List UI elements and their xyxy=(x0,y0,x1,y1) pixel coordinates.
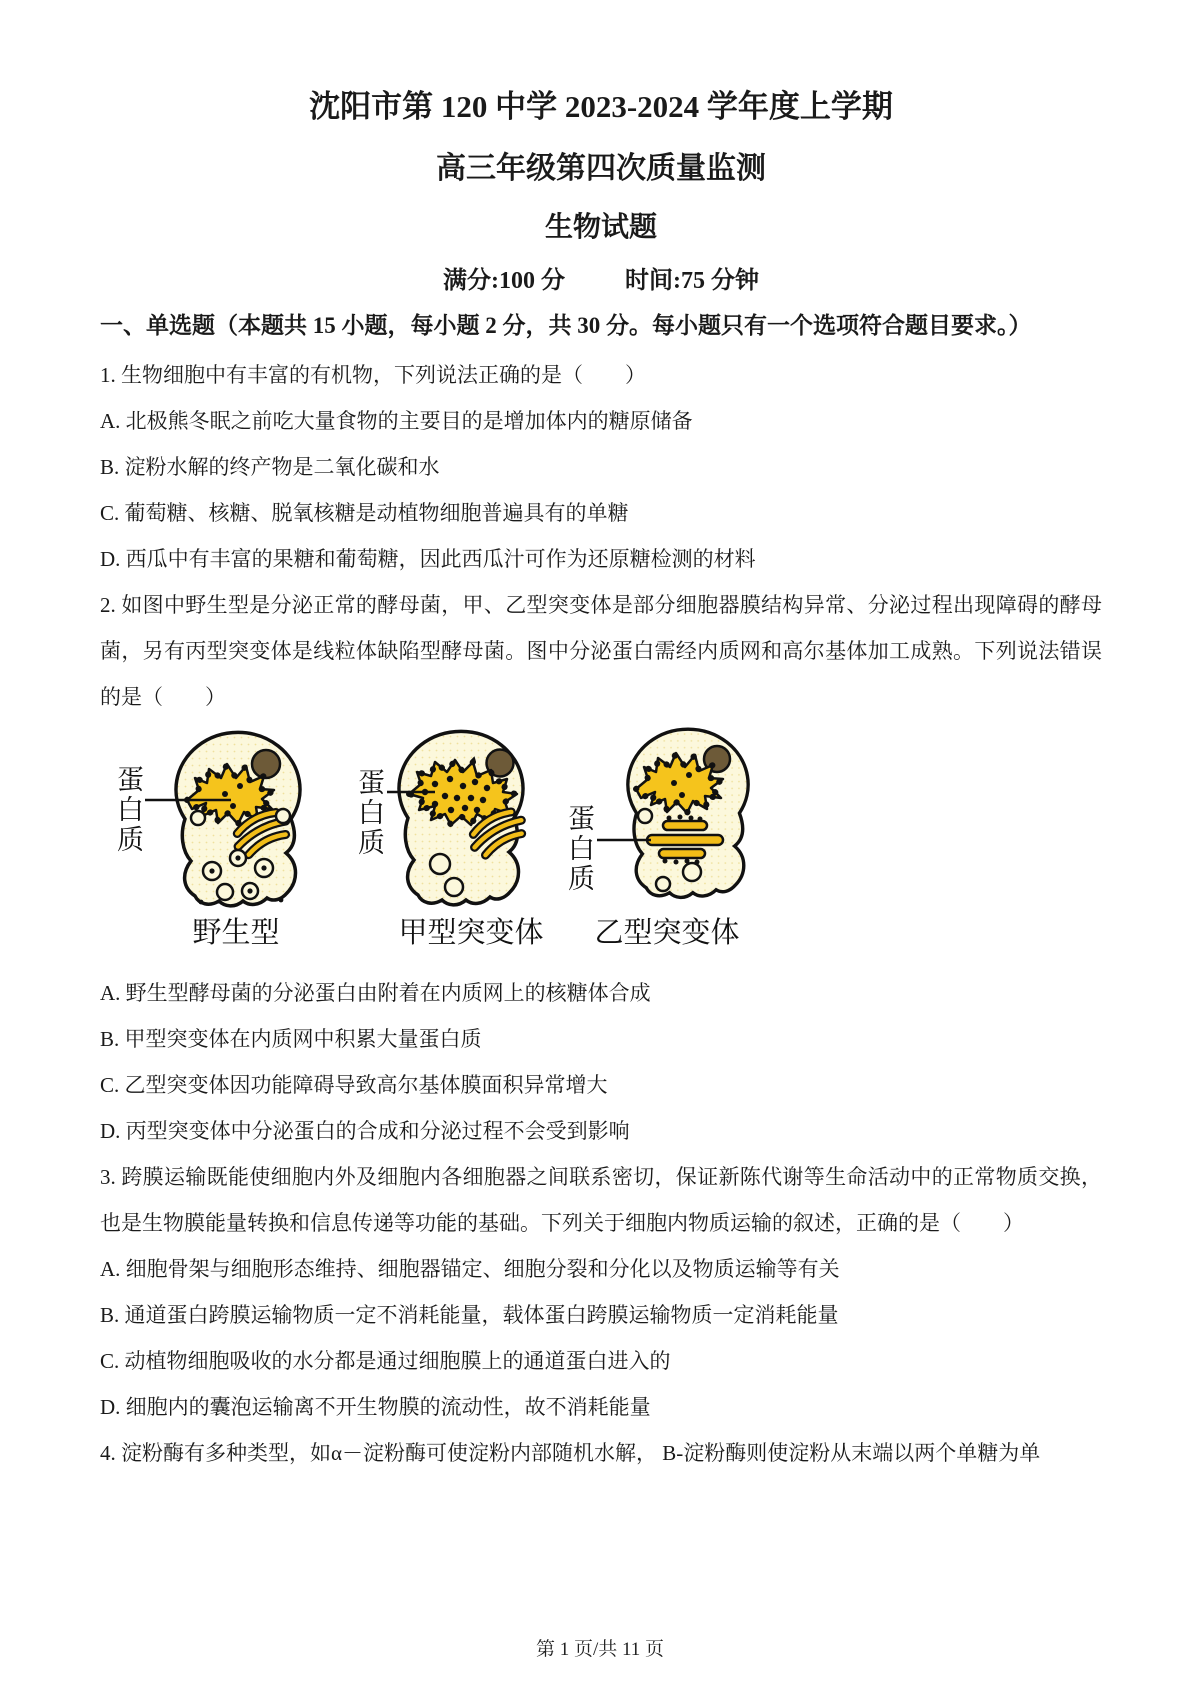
nucleus xyxy=(252,750,280,778)
protein-label-2: 蛋白质 xyxy=(354,768,384,858)
vesicle xyxy=(276,809,290,823)
q4-stem: 4. 淀粉酶有多种类型，如α－淀粉酶可使淀粉内部随机水解， B-淀粉酶则使淀粉从末端以两个单糖为单 xyxy=(100,1441,1041,1465)
vesicle xyxy=(683,863,701,881)
subject-title: 生物试题 xyxy=(544,212,657,243)
yeast-cell-mutant-a xyxy=(387,731,528,904)
exam-meta xyxy=(100,266,1102,296)
time-limit-label: 时间:75 分钟 xyxy=(625,268,759,294)
q1-option-c: C. 葡萄糖、核糖、脱氧核糖是动植物细胞普遍具有的单糖 xyxy=(100,501,629,525)
protein-label-1: 蛋白质 xyxy=(113,765,143,855)
q2-option-d: D. 丙型突变体中分泌蛋白的合成和分泌过程不会受到影响 xyxy=(100,1119,630,1143)
cell-label-mutant-a: 甲型突变体 xyxy=(398,917,544,949)
q1-option-d: D. 西瓜中有丰富的果糖和葡萄糖，因此西瓜汁可作为还原糖检测的材料 xyxy=(100,547,756,571)
page-title: 沈阳市第 120 中学 2023-2024 学年度上学期 xyxy=(309,89,893,124)
vesicle xyxy=(430,854,450,874)
full-score-label: 满分:100 分 xyxy=(443,268,565,294)
protein-label-3: 蛋白质 xyxy=(564,804,594,894)
q1-stem: 1. 生物细胞中有丰富的有机物，下列说法正确的是（ ） xyxy=(100,363,646,387)
q2-stem: 2. 如图中野生型是分泌正常的酵母菌，甲、乙型突变体是部分细胞器膜结构异常、分泌过程出现障碍的酵母菌，另有丙型突变体是线粒体缺陷型酵母菌。图中分泌蛋白需经内质网和高尔基体加工成熟。下列说法错误的是（ ） xyxy=(100,593,1102,709)
q3-option-d: D. 细胞内的囊泡运输离不开生物膜的流动性，故不消耗能量 xyxy=(100,1395,651,1419)
yeast-cell-mutant-b xyxy=(597,729,748,897)
yeast-mutant-diagram xyxy=(105,724,805,949)
yeast-cell-wild-type xyxy=(145,732,300,905)
page-number: 第 1 页/共 11 页 xyxy=(535,1639,665,1660)
vesicle xyxy=(191,811,205,825)
page-subtitle: 高三年级第四次质量监测 xyxy=(436,152,766,185)
vesicle xyxy=(656,877,670,891)
q3-option-b: B. 通道蛋白跨膜运输物质一定不消耗能量，载体蛋白跨膜运输物质一定消耗能量 xyxy=(100,1303,839,1327)
section-header: 一、单选题（本题共 15 小题，每小题 2 分，共 30 分。每小题只有一个选项符合题目要求。） xyxy=(100,313,1032,338)
q2-option-a: A. 野生型酵母菌的分泌蛋白由附着在内质网上的核糖体合成 xyxy=(100,981,651,1005)
vesicle xyxy=(445,878,463,896)
vesicle xyxy=(638,809,652,823)
q3-stem: 3. 跨膜运输既能使细胞内外及细胞内各细胞器之间联系密切，保证新陈代谢等生命活动中的正常物质交换，也是生物膜能量转换和信息传递等功能的基础。下列关于细胞内物质运输的叙述，正确的是（ ） xyxy=(100,1165,1102,1235)
cell-label-mutant-b: 乙型突变体 xyxy=(594,917,740,949)
cell-label-wild-type: 野生型 xyxy=(192,917,280,949)
q2-option-c: C. 乙型突变体因功能障碍导致高尔基体膜面积异常增大 xyxy=(100,1073,608,1097)
q1-option-a: A. 北极熊冬眠之前吃大量食物的主要目的是增加体内的糖原储备 xyxy=(100,409,693,433)
q3-option-a: A. 细胞骨架与细胞形态维持、细胞器锚定、细胞分裂和分化以及物质运输等有关 xyxy=(100,1257,840,1281)
q2-option-b: B. 甲型突变体在内质网中积累大量蛋白质 xyxy=(100,1027,482,1051)
q1-option-b: B. 淀粉水解的终产物是二氧化碳和水 xyxy=(100,455,440,479)
q3-option-c: C. 动植物细胞吸收的水分都是通过细胞膜上的通道蛋白进入的 xyxy=(100,1349,671,1373)
vesicle xyxy=(217,884,233,900)
